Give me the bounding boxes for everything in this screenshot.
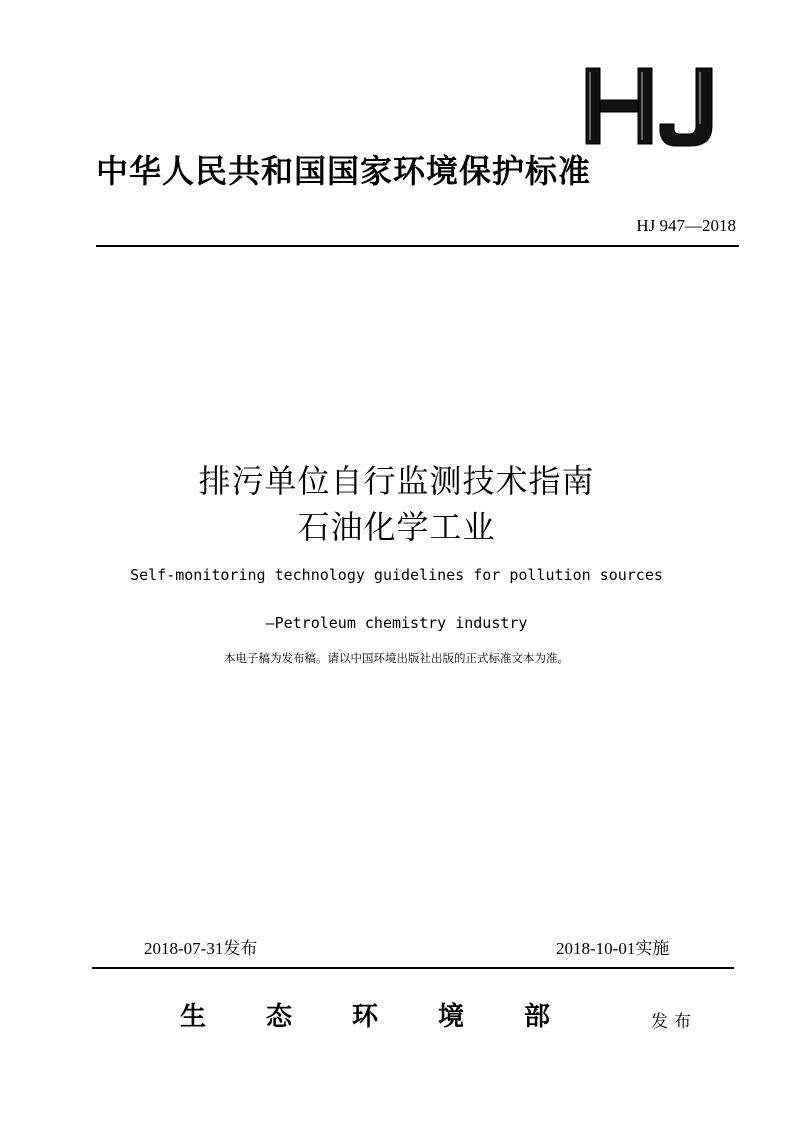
title-cn-line1: 排污单位自行监测技术指南 xyxy=(198,462,595,500)
publish-verb: 发布 xyxy=(651,1012,697,1032)
footer-divider xyxy=(92,967,734,969)
standard-number: HJ 947—2018 xyxy=(636,216,736,235)
header-divider xyxy=(96,245,739,247)
publisher-name: 生态环境部 xyxy=(180,1002,611,1032)
agency-title: 中华人民共和国国家环境保护标准 xyxy=(96,152,592,190)
issue-date: 2018-07-31发布 xyxy=(144,939,258,958)
release-note: 本电子稿为发布稿。请以中国环境出版社出版的正式标准文本为准。 xyxy=(224,651,569,665)
hj-logo xyxy=(584,64,724,148)
title-en-line2: —Petroleum chemistry industry xyxy=(265,614,528,632)
implementation-date: 2018-10-01实施 xyxy=(556,939,670,958)
title-cn-line2: 石油化学工业 xyxy=(297,508,496,546)
title-en-line1: Self-monitoring technology guidelines for pollution sources xyxy=(130,566,663,584)
